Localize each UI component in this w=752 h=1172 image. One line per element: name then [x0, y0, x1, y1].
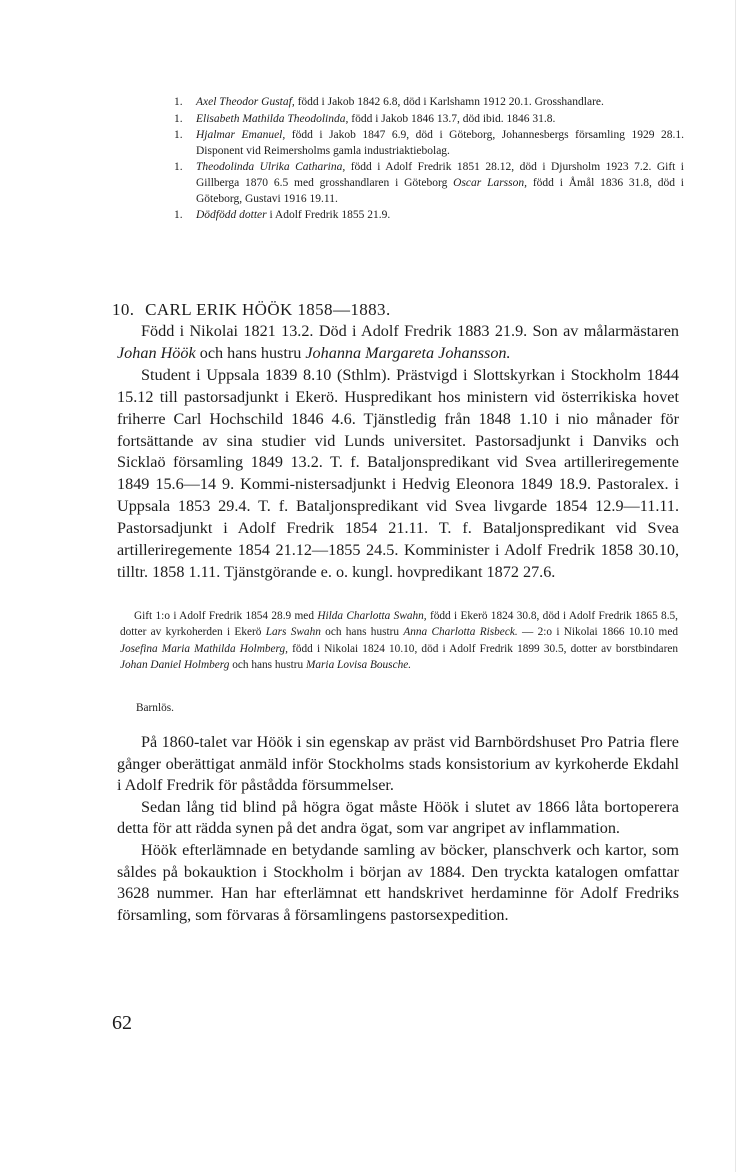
anecdote-text [117, 732, 679, 926]
biography-text [117, 321, 679, 584]
child-entry: 1. Hjalmar Emanuel, född i Jakob 1847 6.9, död i Göteborg, Johannesbergs församling 1929 28.1. Disponent vid Reimersholms gamla industriaktiebolag. [174, 129, 684, 157]
entry-number: 10. [112, 300, 135, 319]
birth-paragraph: Född i Nikolai 1821 13.2. Död i Adolf Fredrik 1883 21.9. Son av målarmästaren Johan Höök och hans hustru Johanna Margareta Johansson. [117, 322, 679, 362]
paragraph: Höök efterlämnade en betydande samling av böcker, planschverk och kartor, som såldes på bokauktion i Stockholm i början av 1884. Den tryckta katalogen omfattar 3628 nummer. Han har efterlämnat ett handskrivet herdaminne för Adolf Fredriks församling, som förvaras å församlingens pastorsexpedition. [117, 840, 679, 924]
entry-heading [112, 300, 391, 320]
paragraph: På 1860-talet var Höök i sin egenskap av präst vid Barnbördshuset Pro Patria flere gånger oberättigat anmäld inför Stockholms stads konsistorium av kyrkoherde Ekdahl i Adolf Fredrik för påstådda försummelser. [117, 733, 679, 795]
entry-name: CARL ERIK HÖÖK [145, 300, 293, 319]
page-edge-line [735, 0, 736, 1172]
child-entry: 1. Elisabeth Mathilda Theodolinda, född i Jakob 1846 13.7, död ibid. 1846 31.8. [174, 112, 556, 125]
page-number: 62 [112, 1012, 132, 1034]
childless-note: Barnlös. [136, 702, 174, 714]
child-entry: 1. Dödfödd dotter i Adolf Fredrik 1855 21.9. [174, 209, 391, 222]
paragraph: Sedan lång tid blind på högra ögat måste Höök i slutet av 1866 låta bortoperera detta för att rädda synen på det andra ögat, som var angripet av inflammation. [117, 797, 679, 838]
entry-years: 1858—1883. [297, 300, 391, 319]
career-paragraph: Student i Uppsala 1839 8.10 (Sthlm). Prästvigd i Slottskyrkan i Stockholm 1844 15.12 till pastorsadjunkt i Ekerö. Huspredikant hos ministern vid österrikiska hovet friherre Carl Hochschild 1846 4.6. Tjänstledig från 1848 1.10 i nio månader för fortsättande av sina studier vid Lunds universitet. Pastorsadjunkt i Danviks och Sicklaö församling 1849 13.2. T. f. Bataljonspredikant vid Svea artilleriregemente 1849 15.6—14 9. Kommi-nistersadjunkt i Hedvig Eleonora 1849 18.9. Pastoralex. i Uppsala 1853 29.4. T. f. Bataljonspredikant vid Svea livgarde 1854 12.9—11.11. Pastorsadjunkt i Adolf Fredrik 1854 21.11. T. f. Bataljonspredikant vid Svea artilleriregemente 1854 21.12—1855 24.5. Komminister i Adolf Fredrik 1858 30.10, tilltr. 1858 1.11. Tjänstgörande e. o. kungl. hovpredikant 1872 27.6. [117, 365, 679, 581]
children-list [174, 95, 684, 225]
child-entry: 1. Axel Theodor Gustaf, född i Jakob 1842 6.8, död i Karlshamn 1912 20.1. Grosshandlare. [174, 96, 604, 108]
marriage-note: Gift 1:o i Adolf Fredrik 1854 28.9 med Hilda Charlotta Swahn, född i Ekerö 1824 30.8, död i Adolf Fredrik 1865 8.5, dotter av kyrkoherden i Ekerö Lars Swahn och hans hustru Anna Charlotta Risbeck. — 2:o i Nikolai 1866 10.10 med Josefina Maria Mathilda Holmberg, född i Nikolai 1824 10.10, död i Adolf Fredrik 1899 30.5, dotter av borstbindaren Johan Daniel Holmberg och hans hustru Maria Lovisa Bousche. [120, 610, 678, 672]
child-entry: 1. Theodolinda Ulrika Catharina, född i Adolf Fredrik 1851 28.12, död i Djursholm 1923 7.2. Gift i Gillberga 1870 6.5 med grosshandlaren i Göteborg Oscar Larsson, född i Åmål 1836 31.8, död i Göteborg, Gustavi 1916 19.11. [174, 161, 685, 205]
